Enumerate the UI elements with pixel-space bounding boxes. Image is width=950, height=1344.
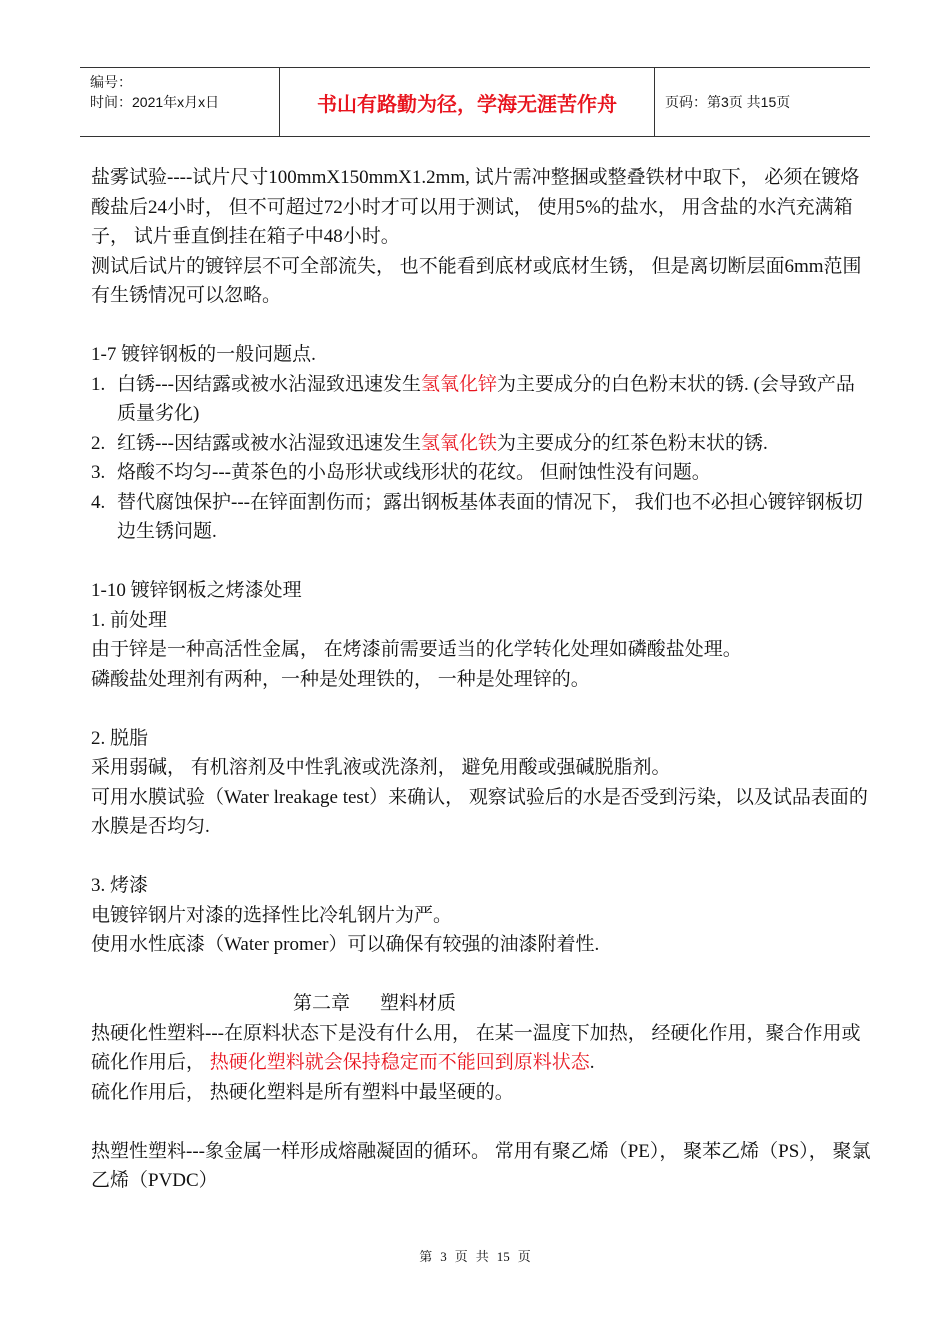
header-page-label: 页码：第3页 共15页 bbox=[665, 94, 791, 110]
list-item bbox=[91, 429, 871, 459]
document-body bbox=[91, 163, 871, 1196]
degreasing-paragraph: 采用弱碱， 有机溶剂及中性乳液或洗涤剂， 避免用酸或强碱脱脂剂。 bbox=[91, 757, 671, 778]
list-item-number: 4. bbox=[91, 491, 106, 513]
page-footer: 第 3 页 共 15 页 bbox=[419, 1249, 531, 1264]
header-meta bbox=[80, 68, 280, 136]
page-header bbox=[80, 67, 870, 137]
list-item-text: 替代腐蚀保护---在锌面割伤而；露出钢板基体表面的情况下， 我们也不必担心镀锌钢板切边生锈问题. bbox=[117, 491, 863, 542]
chapter-title: 塑料材质 bbox=[380, 993, 457, 1014]
list-item-number: 3. bbox=[91, 462, 106, 483]
salt-spray-paragraph: 盐雾试验----试片尺寸100mmX150mmX1.2mm, 试片需冲整捆或整叠铁材中取下， 必须在镀烙酸盐后24小时， 但不可超过72小时才可以用于测试， 使用5%的盐水， 用含盐的水汽充满箱子， 试片垂直倒挂在箱子中48小时。 bbox=[91, 167, 860, 247]
list-item bbox=[91, 488, 871, 547]
phosphate-paragraph: 磷酸盐处理剂有两种，一种是处理铁的， 一种是处理锌的。 bbox=[91, 668, 590, 690]
list-item-text: 白锈---因结露或被水沾湿致迅速发生氢氧化锌为主要成分的白色粉末状的锈. (会导致产品质量劣化) bbox=[117, 373, 855, 424]
thermoset-hardness-paragraph: 硫化作用后， 热硬化塑料是所有塑料中最坚硬的。 bbox=[91, 1081, 514, 1103]
section-1-10-title: 1-10 镀锌钢板之烤漆处理 bbox=[91, 580, 302, 601]
footer-page-number: 3 bbox=[440, 1249, 447, 1264]
footer-total-pages: 15 bbox=[496, 1249, 510, 1264]
salt-spray-result-paragraph: 测试后试片的镀锌层不可全部流失， 也不能看到底材或底材生锈， 但是离切断层面6mm范围有生锈情况可以忽略。 bbox=[91, 255, 862, 306]
baking-paragraph: 电镀锌钢片对漆的选择性比冷轧钢片为严。 bbox=[91, 904, 453, 926]
list-item bbox=[91, 370, 871, 429]
doc-date-label: 时间：2021年x月x日 bbox=[90, 94, 220, 110]
thermoplastic-paragraph: 热塑性塑料---象金属一样形成熔融凝固的循环。 常用有聚乙烯（PE）， 聚苯乙烯（PS）， 聚氯乙烯（PVDC） bbox=[91, 1140, 871, 1191]
water-test-paragraph: 可用水膜试验（Water lreakage test）来确认， 观察试验后的水是否受到污染，以及试品表面的水膜是否均匀. bbox=[91, 786, 868, 837]
header-motto: 书山有路勤为径，学海无涯苦作舟 bbox=[280, 68, 655, 136]
highlight-text: 氢氧化铁 bbox=[420, 432, 497, 454]
highlight-text: 热硬化塑料就会保持稳定而不能回到原料状态 bbox=[209, 1052, 590, 1073]
list-item-number: 1. bbox=[91, 373, 106, 395]
thermoset-paragraph: 热硬化性塑料---在原料状态下是没有什么用， 在某一温度下加热， 经硬化作用，聚合作用或硫化作用后， 热硬化塑料就会保持稳定而不能回到原料状态. bbox=[91, 1022, 861, 1073]
list-item-text: 红锈---因结露或被水沾湿致迅速发生氢氧化铁为主要成分的红茶色粉末状的锈. bbox=[117, 432, 768, 454]
list-item bbox=[91, 458, 871, 488]
list-item-text: 烙酸不均匀---黄茶色的小岛形状或线形状的花纹。 但耐蚀性没有问题。 bbox=[117, 462, 711, 483]
highlight-text: 氢氧化锌 bbox=[420, 373, 497, 395]
pretreatment-paragraph: 由于锌是一种高活性金属， 在烤漆前需要适当的化学转化处理如磷酸盐处理。 bbox=[91, 639, 742, 660]
chapter-heading bbox=[91, 989, 871, 1019]
list-item-number: 2. bbox=[91, 432, 106, 454]
doc-number-label: 编号： bbox=[90, 74, 132, 90]
baking-heading: 3. 烤漆 bbox=[91, 875, 149, 896]
degreasing-heading: 2. 脱脂 bbox=[91, 727, 149, 749]
section-1-7-title: 1-7 镀锌钢板的一般问题点. bbox=[91, 344, 316, 365]
pretreatment-heading: 1. 前处理 bbox=[91, 609, 168, 631]
chapter-number: 第二章 bbox=[293, 993, 351, 1014]
primer-paragraph: 使用水性底漆（Water promer）可以确保有较强的油漆附着性. bbox=[91, 934, 600, 955]
